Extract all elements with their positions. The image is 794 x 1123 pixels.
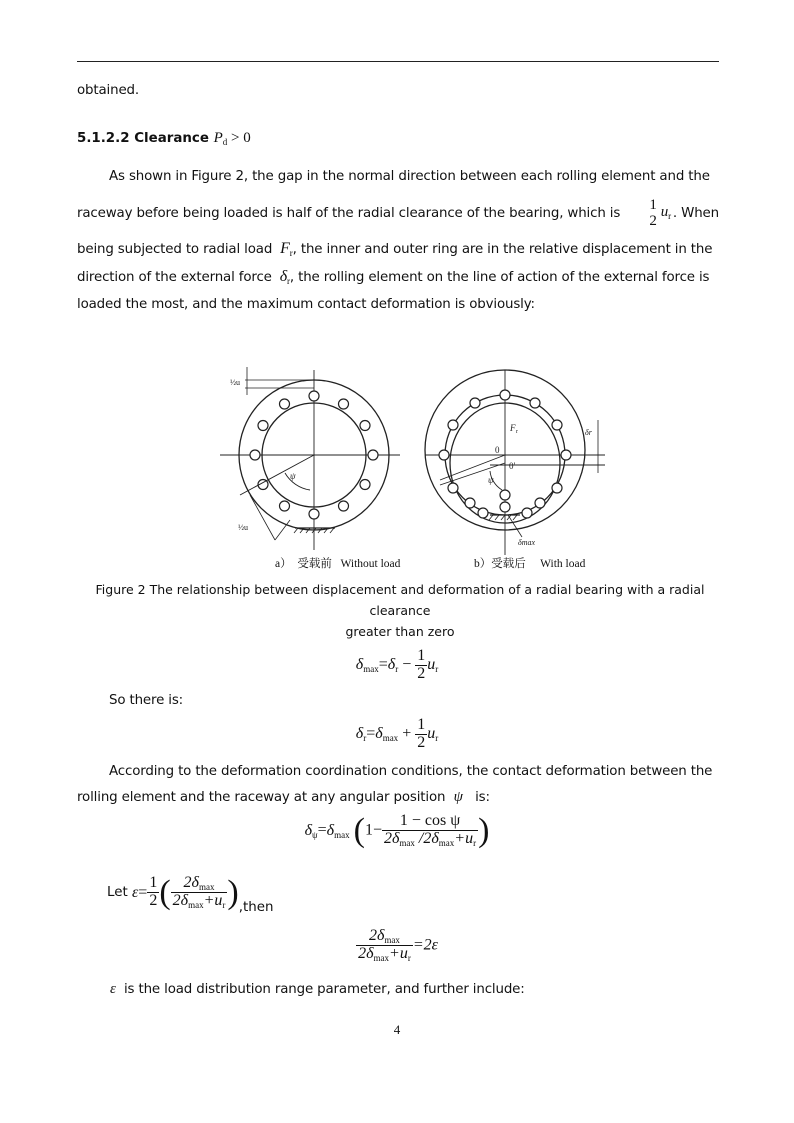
equation-2: $\delta_r=\delta_{max}$ + $\frac{1}{2}$ $u_r$	[355, 716, 439, 751]
paragraph-1-line-3: being subjected to radial load $F_r$, the inner and outer ring are in the relative displacement in the	[77, 240, 713, 258]
svg-text:F: F	[510, 423, 516, 433]
continuation-text: obtained.	[77, 83, 140, 98]
let-epsilon-definition: Let ε = $\frac{1}{2}$ ( $\frac{2\delta_{max}}{2\delta_{max}+u_r}$ ) ,then	[107, 873, 274, 915]
equation-4: $\frac{2\delta_{max}}{2\delta_{max}+u_r}$ =2ε	[358, 927, 438, 964]
section-heading-condition: > 0	[227, 130, 251, 146]
caption-line-1: Figure 2 The relationship between displacement and deformation of a radial bearing with a radial clearance	[95, 582, 705, 618]
equation-3: $\delta_\psi=\delta_{max}$ (1− $\frac{\text{1 − cos ψ}}{2\delta_{max} /2\delta_{max}+u_r}$ )	[304, 812, 490, 849]
caption-line-2: greater than zero	[345, 624, 455, 639]
figure-caption	[80, 579, 720, 642]
svg-text:ψ: ψ	[488, 475, 494, 485]
section-heading	[77, 130, 251, 147]
paragraph-2-line-2: rolling element and the raceway at any angular position ψ is:	[77, 789, 490, 805]
paragraph-1-line-5: loaded the most, and the maximum contact deformation is obviously:	[77, 297, 535, 312]
paragraph-1-line-2	[77, 198, 719, 230]
half-ur-inline: 1 2 $u_r$ . When	[649, 197, 719, 229]
figure-label-b: b）受载后 With load	[474, 558, 586, 570]
so-there-is: So there is:	[109, 693, 184, 708]
header-rule	[77, 61, 719, 62]
figure-label-a: a） 受载前 Without load	[275, 558, 401, 570]
svg-text:r: r	[516, 429, 518, 435]
p1-line2-text: raceway before being loaded is half of the radial clearance of the bearing, which is	[77, 206, 621, 221]
svg-text:0: 0	[495, 445, 500, 455]
paragraph-2-line-1: According to the deformation coordination conditions, the contact deformation between the	[109, 764, 713, 779]
svg-text:0′: 0′	[509, 461, 516, 471]
equation-1: $\delta_{max}=\delta_r$ − $\frac{1}{2}$ $u_r$	[355, 647, 439, 682]
section-heading-var: $P_d$	[213, 130, 228, 147]
svg-text:ψ: ψ	[290, 471, 296, 481]
paragraph-1-line-1: As shown in Figure 2, the gap in the normal direction between each rolling element and the	[109, 169, 710, 184]
fraction: 1 2	[649, 197, 657, 229]
paragraph-3: ε is the load distribution range parameter, and further include:	[110, 981, 525, 997]
page-number: 4	[393, 1022, 401, 1037]
svg-text:½u: ½u	[238, 523, 248, 532]
svg-text:δr: δr	[585, 428, 592, 437]
section-heading-title: 5.1.2.2 Clearance	[77, 131, 209, 146]
figure-2-bearing-diagram	[210, 355, 620, 575]
paragraph-1-line-4: direction of the external force $\delta_r$, the rolling element on the line of action of the external force is	[77, 268, 710, 286]
svg-text:δmax: δmax	[518, 538, 536, 547]
svg-text:½u: ½u	[230, 378, 240, 387]
